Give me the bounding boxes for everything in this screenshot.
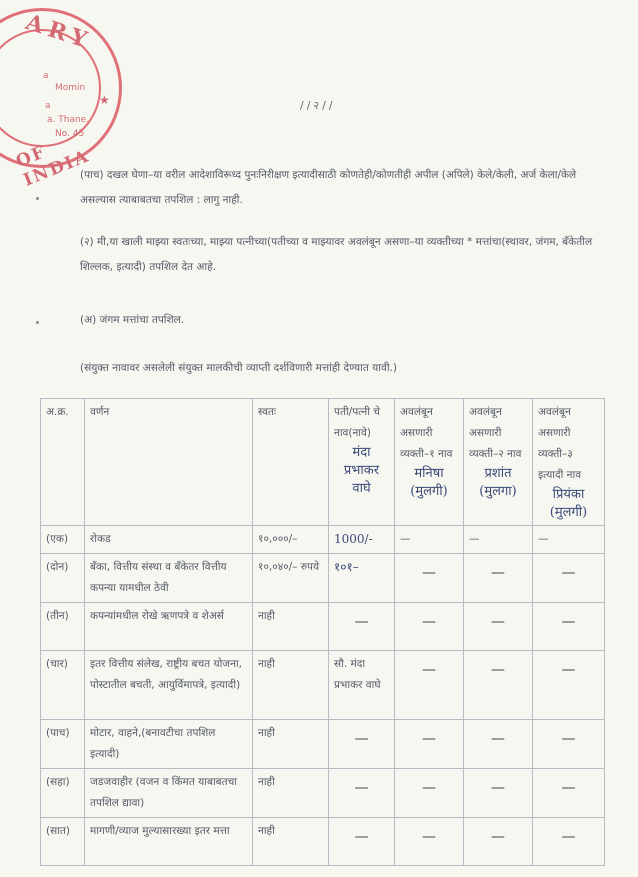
dash: — <box>422 565 436 581</box>
row-serial: (दोन) <box>41 554 85 603</box>
table-row <box>41 818 605 866</box>
row-description: बँका, वित्तीय संस्था व बँकेतर वित्तीय कपन्या यामधील ठेवी <box>85 554 253 603</box>
dash: — <box>354 731 369 747</box>
dash: — <box>354 829 369 845</box>
table-row <box>41 720 605 769</box>
dash: — <box>491 731 505 747</box>
row-dependent-3 <box>533 818 605 866</box>
speck <box>36 321 39 324</box>
dependent-1-handwritten: मनिषा (मुलगी) <box>410 466 448 499</box>
dash: — <box>561 780 576 796</box>
row-self: नाही <box>253 769 329 818</box>
dash: — <box>491 614 505 630</box>
dash: — <box>354 780 369 796</box>
table-row <box>41 651 605 720</box>
dash: — <box>561 731 576 747</box>
dash: — <box>422 662 436 678</box>
row-dependent-1 <box>395 818 464 866</box>
dash: — <box>354 614 369 630</box>
header-dependent-2 <box>464 399 533 526</box>
paragraph-joint-note: (संयुक्त नावावर असलेली संयुक्त मालकीची व्याप्ती दर्शविणारी मत्तांही देण्यात यावी.) <box>80 362 397 374</box>
stamp-line: No. 45 <box>55 129 85 139</box>
notary-stamp <box>0 8 122 191</box>
row-serial: (एक) <box>41 526 85 554</box>
row-dependent-1: — <box>395 526 464 554</box>
dash: — <box>561 565 576 581</box>
row-dependent-1 <box>395 554 464 603</box>
dash: — <box>491 829 505 845</box>
row-dependent-2 <box>464 769 533 818</box>
row-description: मोटार, वाहने,(बनावटीचा तपशिल इत्यादी) <box>85 720 253 769</box>
row-dependent-1 <box>395 603 464 651</box>
header-dependent-3 <box>533 399 605 526</box>
spouse-name-handwritten: मंदा प्रभाकर वाघे <box>343 445 380 496</box>
row-description: इतर वित्तीय संलेख, राष्ट्रीय बचत योजना, पोस्टातील बचती, आयुर्विमापत्रे, इत्यादी) <box>85 651 253 720</box>
stamp-line: a <box>45 101 51 111</box>
header-description: वर्णन <box>85 399 253 526</box>
page-number: //२// <box>300 99 336 112</box>
dash: — <box>561 614 576 630</box>
stamp-bottom-text: OF INDIA <box>13 141 93 191</box>
paragraph-assets-intro: (२) मी,या खाली माझ्या स्वतःच्या, माझ्या पत्नीच्या(पतीच्या व माझ्यावर अवलंबून असणा–या व्यक्तीच्या * मत्तांचा(स्थावर, जंगम, बँकेतील शिल्लक, इत्यादी) तपशिल देत आहे. <box>80 236 593 273</box>
section-heading-movable: (अ) जंगम मत्तांचा तपशिल. <box>80 314 185 326</box>
row-self: नाही <box>253 720 329 769</box>
dash: — <box>422 731 436 747</box>
table-row <box>41 526 605 554</box>
row-self: नाही <box>253 818 329 866</box>
row-dependent-2 <box>464 651 533 720</box>
table-row <box>41 554 605 603</box>
header-self: स्वतः <box>253 399 329 526</box>
dash: — <box>422 614 436 630</box>
dash: — <box>491 662 505 678</box>
header-spouse-label: पती/पत्नी चे नाव(नावे) <box>334 406 380 439</box>
row-spouse <box>329 720 395 769</box>
stamp-line: a. Thane. <box>47 115 90 125</box>
row-spouse <box>329 818 395 866</box>
row-self: १०,०४०/– रुपये <box>253 554 329 603</box>
dash: — <box>491 565 505 581</box>
stamp-top-text: ARY <box>22 9 96 55</box>
header-dependent-1 <box>395 399 464 526</box>
movable-assets-table <box>40 398 605 866</box>
row-dependent-3: — <box>533 526 605 554</box>
row-description: जडजवाहीर (वजन व किंमत याबाबतचा तपशिल द्यावा) <box>85 769 253 818</box>
row-dependent-3 <box>533 651 605 720</box>
dash: — <box>561 662 576 678</box>
row-serial: (चार) <box>41 651 85 720</box>
row-self: नाही <box>253 603 329 651</box>
row-dependent-2 <box>464 554 533 603</box>
header-serial: अ.क्र. <box>41 399 85 526</box>
speck <box>36 197 39 200</box>
row-description: कपन्यांमधील रोखे ऋणपत्रे व शेअर्स <box>85 603 253 651</box>
row-serial: (पाच) <box>41 720 85 769</box>
dash: — <box>422 829 436 845</box>
row-spouse <box>329 769 395 818</box>
row-serial: (सहा) <box>41 769 85 818</box>
dash: — <box>422 780 436 796</box>
row-dependent-2 <box>464 603 533 651</box>
row-spouse <box>329 603 395 651</box>
row-self: १०,०००/– <box>253 526 329 554</box>
row-self: नाही <box>253 651 329 720</box>
row-dependent-1 <box>395 769 464 818</box>
row-dependent-3 <box>533 603 605 651</box>
row-dependent-2 <box>464 720 533 769</box>
dependent-2-handwritten: प्रशांत (मुलगा) <box>479 466 517 499</box>
dash: — <box>491 780 505 796</box>
row-spouse: १०१– <box>329 554 395 603</box>
row-spouse: 1000/- <box>329 526 395 554</box>
table-row <box>41 769 605 818</box>
header-spouse <box>329 399 395 526</box>
row-dependent-1 <box>395 720 464 769</box>
stamp-line: a <box>43 71 49 81</box>
dependent-3-handwritten: प्रियंका (मुलगी) <box>549 487 588 520</box>
row-serial: (सात) <box>41 818 85 866</box>
row-description: रोकड <box>85 526 253 554</box>
stamp-line: Momin <box>55 83 86 93</box>
paragraph-appeal: (पाच) दखल घेणा–या वरील आदेशाविरूध्द पुनःनिरीक्षण इत्यादीसाठी कोणतेही/कोणतीही अपील (अपिले) केले/केली, अर्ज केला/केले असल्यास त्याबाबतचा तपशिल : लागु नाही. <box>80 169 577 206</box>
row-dependent-1 <box>395 651 464 720</box>
header-dependent-2-label: अवलंबून असणारी व्यक्ती–२ नाव <box>469 406 522 460</box>
dash: — <box>561 829 576 845</box>
row-dependent-3 <box>533 720 605 769</box>
row-dependent-3 <box>533 554 605 603</box>
row-serial: (तीन) <box>41 603 85 651</box>
table-row <box>41 603 605 651</box>
header-dependent-1-label: अवलंबून असणारी व्यक्ती–१ नाव <box>400 406 453 460</box>
row-description: मागणी/व्याज मुल्यासारख्या इतर मत्ता <box>85 818 253 866</box>
star-icon: ★ <box>99 93 110 107</box>
row-spouse: सौ. मंदा प्रभाकर वाघे <box>329 651 395 720</box>
row-dependent-2 <box>464 818 533 866</box>
row-dependent-2: — <box>464 526 533 554</box>
table-header-row <box>41 399 605 526</box>
row-dependent-3 <box>533 769 605 818</box>
header-dependent-3-label: अवलंबून असणारी व्यक्ती–३ इत्यादी नाव <box>538 406 582 481</box>
